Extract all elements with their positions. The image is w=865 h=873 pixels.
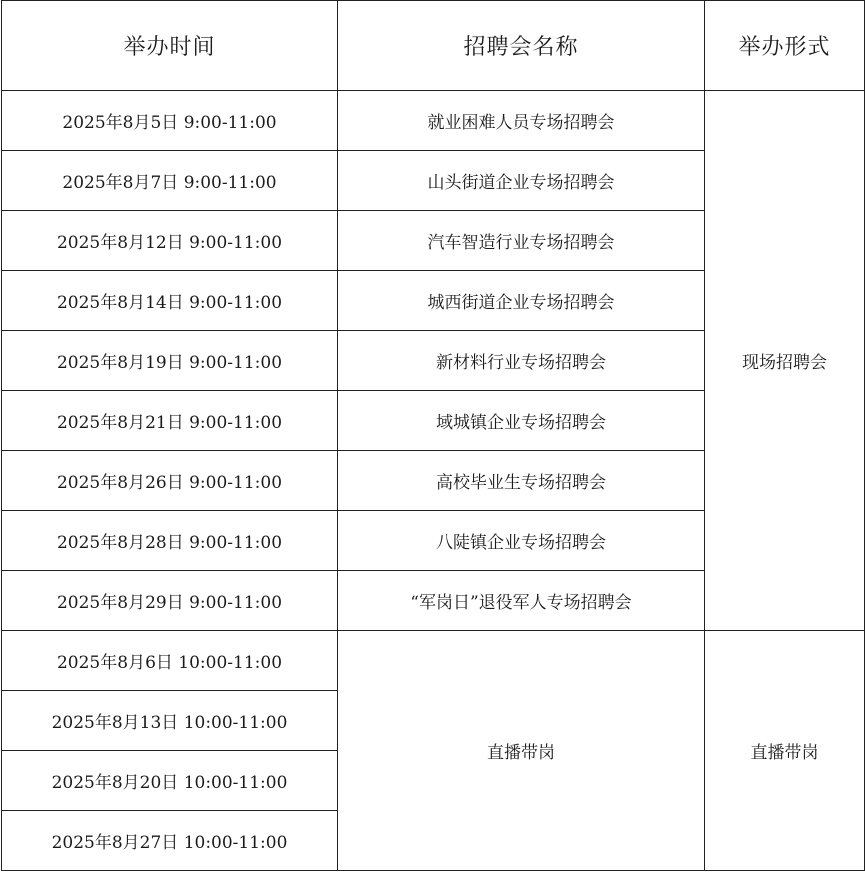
time-cell: 2025年8月13日 10:00-11:00: [2, 691, 338, 751]
time-cell: 2025年8月21日 9:00-11:00: [2, 391, 338, 451]
job-fair-schedule-table: [1, 0, 865, 871]
time-cell: 2025年8月28日 9:00-11:00: [2, 511, 338, 571]
header-format: 举办形式: [705, 1, 865, 91]
time-cell: 2025年8月29日 9:00-11:00: [2, 571, 338, 631]
name-cell: 就业困难人员专场招聘会: [338, 91, 705, 151]
time-cell: 2025年8月7日 9:00-11:00: [2, 151, 338, 211]
name-cell: 八陡镇企业专场招聘会: [338, 511, 705, 571]
live-name-cell: 直播带岗: [338, 631, 705, 871]
name-cell: “军岗日”退役军人专场招聘会: [338, 571, 705, 631]
name-cell: 汽车智造行业专场招聘会: [338, 211, 705, 271]
table-row: [2, 91, 865, 151]
name-cell: 新材料行业专场招聘会: [338, 331, 705, 391]
header-name: 招聘会名称: [338, 1, 705, 91]
header-row: [2, 1, 865, 91]
time-cell: 2025年8月5日 9:00-11:00: [2, 91, 338, 151]
time-cell: 2025年8月19日 9:00-11:00: [2, 331, 338, 391]
time-cell: 2025年8月27日 10:00-11:00: [2, 811, 338, 871]
name-cell: 高校毕业生专场招聘会: [338, 451, 705, 511]
onsite-format-cell: 现场招聘会: [705, 91, 865, 631]
time-cell: 2025年8月6日 10:00-11:00: [2, 631, 338, 691]
name-cell: 城西街道企业专场招聘会: [338, 271, 705, 331]
name-cell: 域城镇企业专场招聘会: [338, 391, 705, 451]
header-time: 举办时间: [2, 1, 338, 91]
time-cell: 2025年8月20日 10:00-11:00: [2, 751, 338, 811]
table-row: [2, 631, 865, 691]
time-cell: 2025年8月14日 9:00-11:00: [2, 271, 338, 331]
time-cell: 2025年8月26日 9:00-11:00: [2, 451, 338, 511]
name-cell: 山头街道企业专场招聘会: [338, 151, 705, 211]
time-cell: 2025年8月12日 9:00-11:00: [2, 211, 338, 271]
live-format-cell: 直播带岗: [705, 631, 865, 871]
